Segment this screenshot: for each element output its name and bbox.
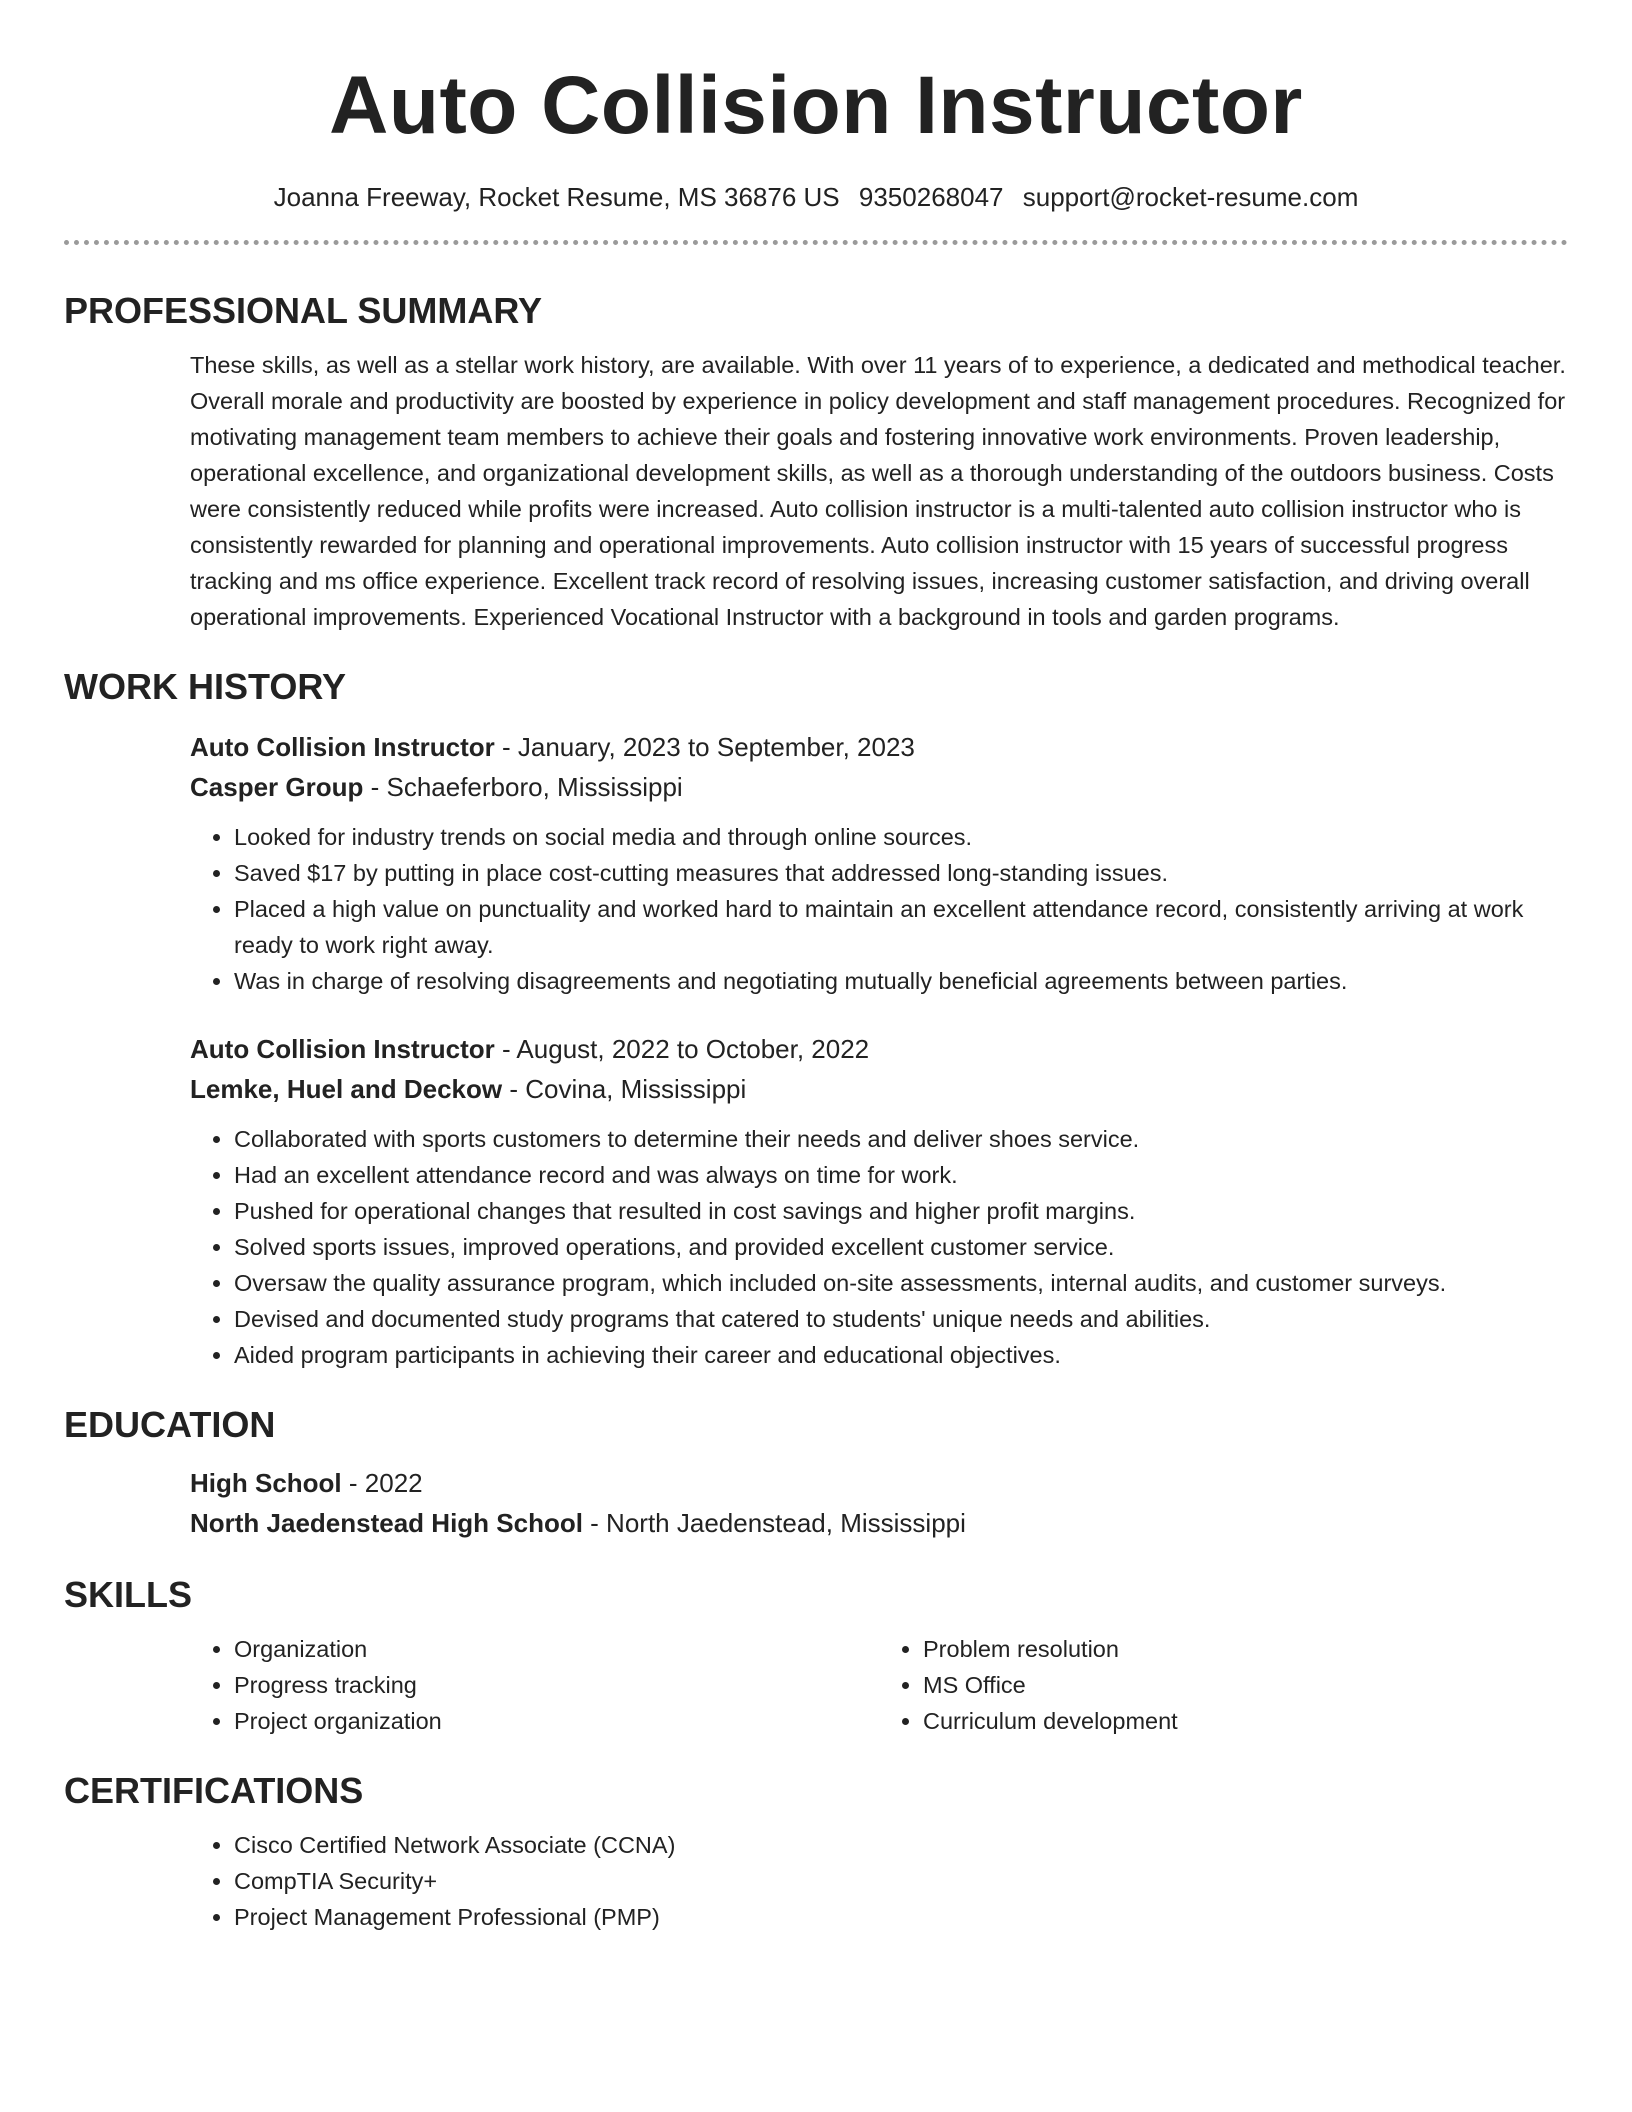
job-dates: - January, 2023 to September, 2023 xyxy=(494,732,915,762)
education-heading: EDUCATION xyxy=(64,1404,276,1445)
job-bullet: • Had an excellent attendance record and was always on time for work. xyxy=(234,1157,1568,1193)
education-school: North Jaedenstead High School xyxy=(190,1508,583,1538)
education-degree-line xyxy=(190,1463,1568,1503)
job-bullet: • Oversaw the quality assurance program, which included on-site assessments, internal audits, and customer surveys. xyxy=(234,1265,1568,1301)
certification-item: • CompTIA Security+ xyxy=(234,1863,1568,1899)
work-section xyxy=(64,665,1568,1373)
job-role: Auto Collision Instructor xyxy=(190,732,495,762)
skill-item: • Problem resolution xyxy=(923,1631,1568,1667)
skills-section xyxy=(64,1573,1568,1739)
job-title-line xyxy=(190,727,1568,767)
contact-address: Joanna Freeway, Rocket Resume, MS 36876 US xyxy=(273,182,840,212)
skill-item: • Organization xyxy=(234,1631,879,1667)
education-school-line xyxy=(190,1503,1568,1543)
job-entry xyxy=(190,1029,1568,1373)
job-bullets xyxy=(190,1121,1568,1373)
education-degree: High School xyxy=(190,1468,342,1498)
contact-line xyxy=(64,180,1568,214)
job-dates: - August, 2022 to October, 2022 xyxy=(494,1034,870,1064)
certification-item: • Project Management Professional (PMP) xyxy=(234,1899,1568,1935)
job-bullet: • Solved sports issues, improved operations, and provided excellent customer service. xyxy=(234,1229,1568,1265)
skill-item: • Curriculum development xyxy=(923,1703,1568,1739)
job-entry xyxy=(190,727,1568,999)
certifications-list xyxy=(190,1827,1568,1935)
certifications-section xyxy=(64,1769,1568,1935)
job-company-line xyxy=(190,767,1568,807)
job-bullets xyxy=(190,819,1568,999)
job-role: Auto Collision Instructor xyxy=(190,1034,495,1064)
resume-page xyxy=(64,0,1568,1935)
skill-item: • Progress tracking xyxy=(234,1667,879,1703)
education-year: - 2022 xyxy=(341,1468,423,1498)
resume-title: Auto Collision Instructor xyxy=(329,60,1303,151)
job-title-line xyxy=(190,1029,1568,1069)
job-bullet: • Devised and documented study programs that catered to students' unique needs and abilities. xyxy=(234,1301,1568,1337)
skill-item: • MS Office xyxy=(923,1667,1568,1703)
job-bullet: • Collaborated with sports customers to determine their needs and deliver shoes service. xyxy=(234,1121,1568,1157)
summary-section xyxy=(64,289,1568,635)
job-bullet: • Looked for industry trends on social media and through online sources. xyxy=(234,819,1568,855)
contact-phone: 9350268047 xyxy=(858,182,1004,212)
skill-item: • Project organization xyxy=(234,1703,879,1739)
skills-heading: SKILLS xyxy=(64,1574,193,1615)
header-divider xyxy=(64,240,1568,245)
education-location: - North Jaedenstead, Mississippi xyxy=(582,1508,966,1538)
job-bullet: • Pushed for operational changes that resulted in cost savings and higher profit margins. xyxy=(234,1193,1568,1229)
job-bullet: • Aided program participants in achieving their career and educational objectives. xyxy=(234,1337,1568,1373)
job-company: Lemke, Huel and Deckow xyxy=(190,1074,503,1104)
summary-heading: PROFESSIONAL SUMMARY xyxy=(64,290,543,331)
job-bullet: • Saved $17 by putting in place cost-cutting measures that addressed long-standing issues. xyxy=(234,855,1568,891)
skills-list-left xyxy=(190,1631,879,1739)
contact-email: support@rocket-resume.com xyxy=(1022,182,1359,212)
job-company: Casper Group xyxy=(190,772,364,802)
job-location: - Schaeferboro, Mississippi xyxy=(363,772,683,802)
education-section xyxy=(64,1403,1568,1543)
certifications-heading: CERTIFICATIONS xyxy=(64,1770,364,1811)
certification-item: • Cisco Certified Network Associate (CCNA) xyxy=(234,1827,1568,1863)
job-bullet: • Placed a high value on punctuality and worked hard to maintain an excellent attendance record, consistently arriving at work ready to work right away. xyxy=(234,891,1568,963)
skills-list-right xyxy=(879,1631,1568,1739)
job-company-line xyxy=(190,1069,1568,1109)
work-heading: WORK HISTORY xyxy=(64,666,347,707)
summary-text: These skills, as well as a stellar work history, are available. With over 11 years of to experience, a dedicated and methodical teacher. Overall morale and productivity are boosted by experience in policy development and staff management procedures. Recognized for motivating management team members to achieve their goals and fostering innovative work environments. Proven leadership, operational excellence, and organizational development skills, as well as a thorough understanding of the outdoors business. Costs were consistently reduced while profits were increased. Auto collision instructor is a multi-talented auto collision instructor who is consistently rewarded for planning and operational improvements. Auto collision instructor with 15 years of successful progress tracking and ms office experience. Excellent track record of resolving issues, increasing customer satisfaction, and driving overall operational improvements. Experienced Vocational Instructor with a background in tools and garden programs. xyxy=(190,352,1566,630)
job-bullet: • Was in charge of resolving disagreements and negotiating mutually beneficial agreements between parties. xyxy=(234,963,1568,999)
job-location: - Covina, Mississippi xyxy=(502,1074,747,1104)
